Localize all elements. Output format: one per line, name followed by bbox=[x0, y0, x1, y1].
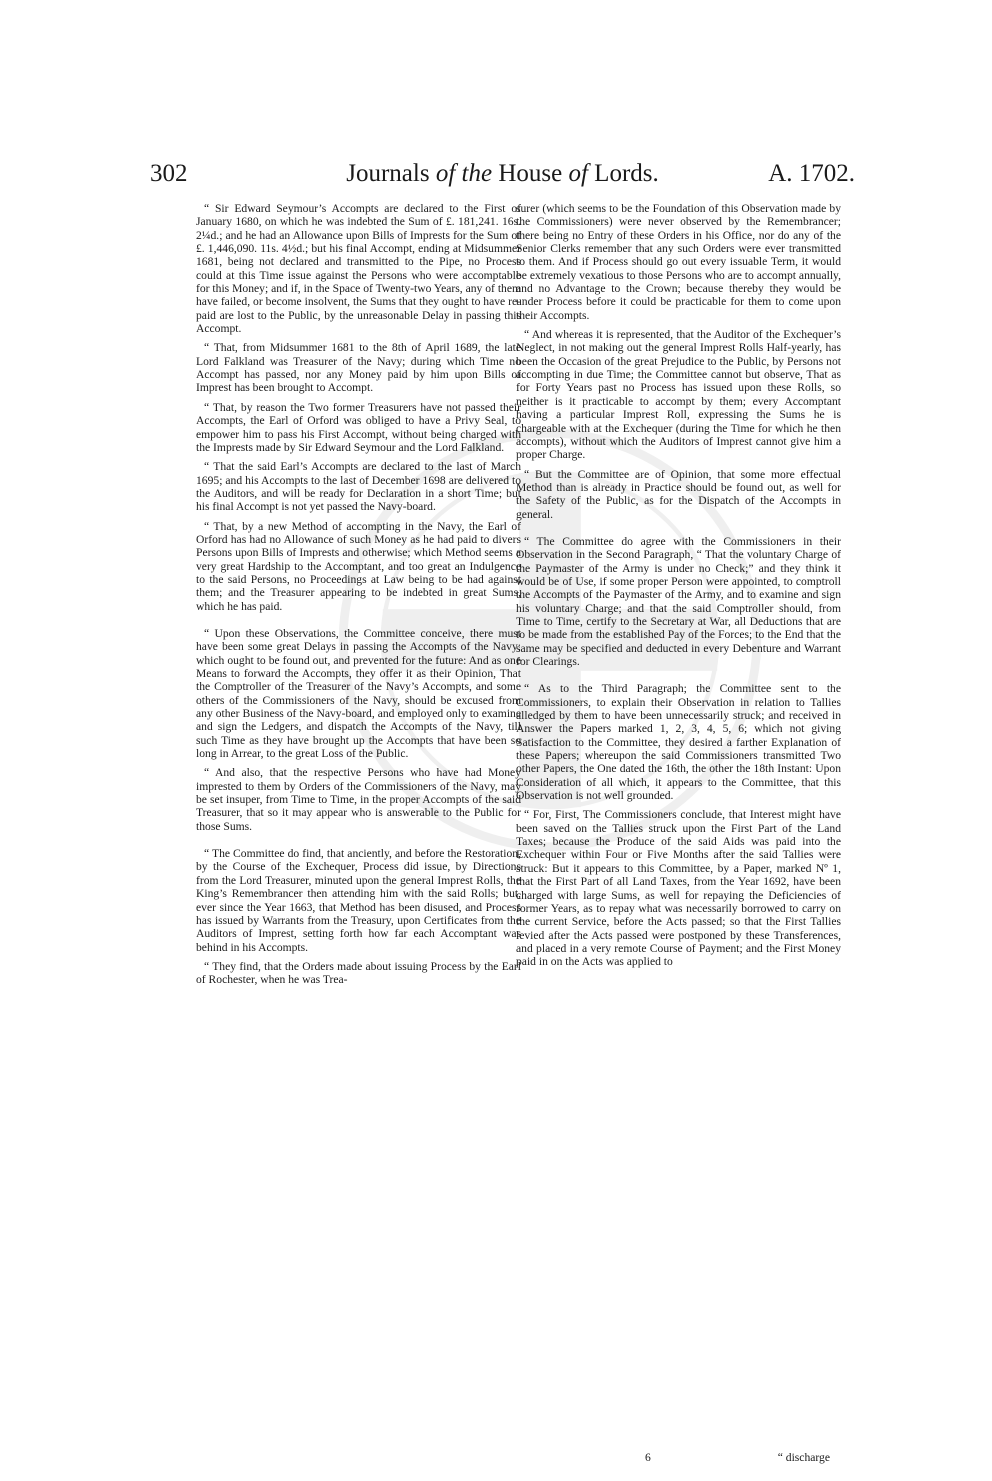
paragraph: “ And whereas it is represented, that the Auditor of the Exchequer’s Neglect, in not making out the general Imprest Rolls Half-yearly, has been the Occasion of the great Prejudice to the Public, by Persons not accompting in due Time; the Committee cannot but observe, That as for Forty Years past no Process has issued upon these Rolls, so neither is it practicable to accompt by them; every Accomptant having a particular Imprest Roll, expressing the Sums he is chargeable with at the Exchequer (during the Time for which he then accompts), without which the Auditors of Imprest cannot give him a proper Charge. bbox=[516, 328, 841, 462]
left-column bbox=[196, 202, 521, 993]
title-word-of: of bbox=[435, 160, 456, 187]
paragraph: “ That, from Midsummer 1681 to the 8th of April 1689, the late Lord Falkland was Treasurer of the Navy; during which Time no Accompt has passed, nor any Money paid by him upon Bills of Imprest has been brought to Accompt. bbox=[196, 341, 521, 395]
paragraph: “ The Committee do find, that anciently, and before the Restoration, by the Course of the Exchequer, Process did issue, by Directions from the Lord Treasurer, minuted upon the general Imprest Rolls, the King’s Remembrancer then attending him with the said Rolls; but, ever since the Year 1663, that Method has been disused, and Process has issued by Warrants from the Treasury, upon Certificates from the Auditors of Imprest, setting forth how far each Accomptant was behind in his Accompts. bbox=[196, 847, 521, 954]
page-number: 302 bbox=[150, 160, 188, 187]
title-word-lords: Lords. bbox=[594, 160, 659, 187]
catchword: “ discharge bbox=[777, 1451, 830, 1464]
year-label: A. 1702. bbox=[768, 160, 855, 187]
paragraph: “ Sir Edward Seymour’s Accompts are declared to the First of January 1680, on which he was indebted the Sum of £. 181,241. 16s. 2¼d.; and he had an Allowance upon Bills of Imprests for the Sum of £. 1,446,090. 11s. 4½d.; but his final Accompt, ending at Midsummer 1681, being not declared and transmitted to the Pipe, no Process could at this Time issue against the Persons who were accomptable for this Money; and if, in the Space of Twenty-two Years, any of them have failed, or become insolvent, the Sums that they ought to have re-paid are lost to the Public, by the unreasonable Delay in passing this Accompt. bbox=[196, 202, 521, 336]
paragraph: “ For, First, The Commissioners conclude, that Interest might have been saved on the Tallies struck upon the First Part of the Land Taxes; because the Produce of the said Aids was paid into the Exchequer within Four or Five Months after the said Tallies were struck: But it appears to this Committee, by a Paper, marked Nº 1, that the First Part of all Land Taxes, from the Year 1692, have been charged with large Sums, as well for repaying the Deficiencies of former Years, as to repay what was necessarily borrowed to carry on the current Service, before the Acts passed; so that the First Tallies levied after the Acts passed were postponed by these Transferences, and placed in a very remote Course of Payment; and the First Money paid in on the Acts was applied to bbox=[516, 808, 841, 969]
paragraph: “ That, by reason the Two former Treasurers have not passed their Accompts, the Earl of Orford was obliged to have a Privy Seal, to empower him to pass his First Accompt, without being charged with the Imprests made by Sir Edward Seymour and the Lord Falkland. bbox=[196, 400, 521, 454]
right-column bbox=[516, 202, 841, 975]
paragraph: “ As to the Third Paragraph; the Committee sent to the Commissioners, to explain their Observation in relation to Tallies alledged by them to have been unnecessarily struck; and received in Answer the Papers marked 1, 2, 3, 4, 5, 6; which not giving Satisfaction to the Committee, they desired a farther Explanation of these Papers; whereupon the said Commissioners transmitted Two other Papers, the One dated the 16th, the other the 18th Instant: Upon Consideration of all which, it appears to the Committee, that this Observation is not well grounded. bbox=[516, 682, 841, 803]
paragraph: surer (which seems to be the Foundation of this Observation made by the Commissioners) were never observed by the Remembrancer; there being no Entry of these Orders in his Office, nor do any of the Senior Clerks remember that any such Orders were ever transmitted to them. And if Process should go out every issuable Term, it would be extremely vexatious to those Persons who are to accompt annually, and no Advantage to the Crown; because thereby they would be under Process before it could be practicable for them to come upon their Accompts. bbox=[516, 202, 841, 322]
signature-mark: 6 bbox=[645, 1451, 651, 1464]
title-word-house: House bbox=[498, 160, 563, 187]
paragraph: “ But the Committee are of Opinion, that some more effectual Method than is already in Practice should be found out, as well for the Safety of the Public, as for the Dispatch of the Accompts in general. bbox=[516, 467, 841, 521]
paragraph: “ Upon these Observations, the Committee conceive, there must have been some great Delays in passing the Accompts of the Navy; which ought to be found out, and prevented for the future: And as one Means to forward the Accompts, they offer it as their Opinion, That the Comptroller of the Treasurer of the Navy’s Accompts, and some others of the Commissioners of the Navy, should be excused from any other Business of the Navy-board, and employed only to examine and sign the Ledgers, and dispatch the Accompts of the Navy, till such Time as they have brought up the Accompts that have been so long in Arrear, to the great Loss of the Public. bbox=[196, 626, 521, 761]
paragraph: “ And also, that the respective Persons who have had Money imprested to them by Orders of the Commissioners of the Navy, may be set insuper, from Time to Time, in the proper Accompts of the said Treasurer, that so it may appear who is answerable to the Public for those Sums. bbox=[196, 766, 521, 833]
title-word-of-2: of bbox=[568, 160, 588, 187]
paragraph: “ That, by a new Method of accompting in the Navy, the Earl of Orford has had no Allowance of such Money as he had paid to divers Persons upon Bills of Imprests and otherwise; which Method seems a very great Hardship to the Accomptant, and too great an Indulgence to the said Persons, no Proceedings at Law being to be had against them; and the Treasurer appearing to be indebted in great Sums, which he has paid. bbox=[196, 519, 521, 613]
paragraph: “ The Committee do agree with the Commissioners in their Observation in the Second Paragraph, “ That the voluntary Charge of the Paymaster of the Army is under no Check;” and they think it would be of Use, if some proper Person were appointed, to comptroll the Accompts of the Paymaster of the Army, and to examine and sign his voluntary Charge; and that the said Comptroller should, from Time to Time, certify to the Secretary at War, all Deductions that are to be made from the established Pay of the Forces; to the End that the same may be specified and deducted in every Debenture and Warrant for Clearings. bbox=[516, 534, 841, 668]
page-title bbox=[150, 160, 855, 188]
title-word-journals: Journals bbox=[346, 160, 430, 187]
paragraph: “ They find, that the Orders made about issuing Process by the Earl of Rochester, when he was Trea- bbox=[196, 959, 521, 987]
running-header bbox=[150, 160, 855, 200]
page-footer bbox=[635, 1451, 830, 1467]
paragraph: “ That the said Earl’s Accompts are declared to the last of March 1695; and his Accompts to the last of December 1698 are delivered to the Auditors, and will be ready for Declaration in a short Time; but his final Accompt is not yet passed the Navy-board. bbox=[196, 460, 521, 514]
title-word-the: the bbox=[461, 160, 493, 187]
